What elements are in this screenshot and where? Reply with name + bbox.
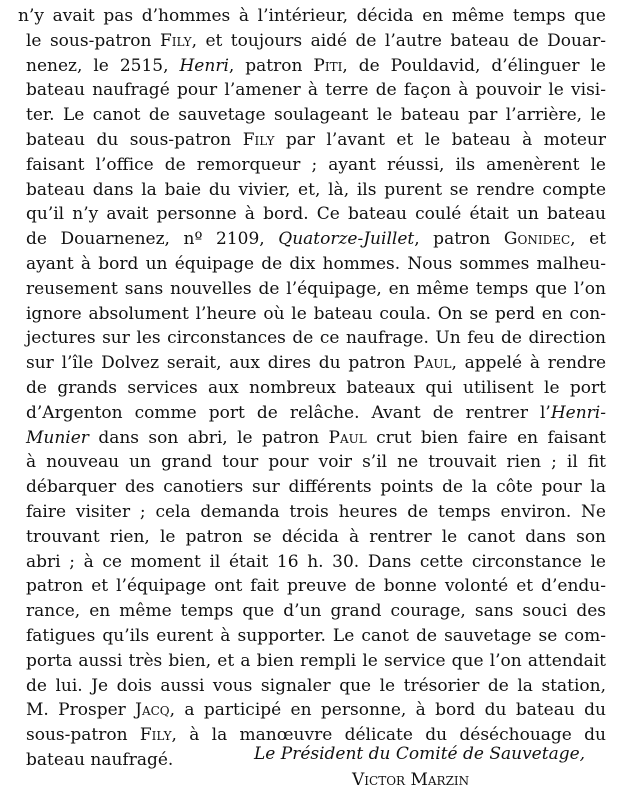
text-segment: n’y avait pas d’hommes à l’intérieur, décida en même temps que (18, 6, 606, 26)
text-line (26, 180, 606, 200)
text-line (26, 651, 606, 671)
text-segment: ignore absolument l’heure où le bateau coula. On se perd en con- (26, 303, 606, 324)
proper-name: Piti (313, 55, 343, 76)
proper-name: Paul (413, 353, 452, 374)
text-segment: , et (570, 229, 607, 250)
text-segment: de grands services aux nombreux bateaux qui utilisent le port (26, 378, 606, 398)
text-segment: ter. Le canot de sauvetage soulageant le bateau par l’arrière, le (26, 105, 606, 126)
text-segment: abri ; à ce moment il était 16 h. 30. Dans cette circonstance le (26, 551, 606, 572)
text-segment: sous-patron (26, 725, 140, 746)
text-segment: bateau du sous-patron (26, 130, 243, 150)
text-line (26, 229, 606, 249)
proper-name: Paul (328, 427, 367, 448)
text-segment: , patron (414, 229, 504, 250)
text-line (26, 477, 606, 497)
text-segment: nenez, le 2515, (26, 55, 180, 76)
text-segment: bateau naufragé. (26, 750, 174, 770)
text-line (18, 6, 606, 26)
text-line (26, 626, 606, 646)
text-segment: débarquer des canotiers sur différents points de la côte pour la (26, 477, 606, 498)
proper-name: Fily (139, 725, 172, 746)
signature-title: Le Président du Comité de Sauvetage, (254, 744, 586, 764)
text-segment: , de Pouldavid, d’élinguer le (342, 55, 606, 76)
text-line (26, 552, 606, 572)
proper-name: Fily (159, 30, 192, 51)
text-segment: rance, en même temps que d’un grand courage, sans souci des (26, 601, 606, 622)
text-line (26, 353, 606, 373)
text-line (26, 304, 606, 324)
text-line (26, 130, 606, 150)
text-segment: , à la manœuvre délicate du déséchouage du (171, 725, 606, 746)
text-segment: , appelé à rendre (451, 353, 607, 374)
text-segment: patron et l’équipage ont fait preuve de bonne volonté et d’endu- (26, 576, 606, 597)
text-segment: reusement sans nouvelles de l’équipage, en même temps que l’on (26, 278, 606, 299)
text-segment: qu’il n’y avait personne à bord. Ce bateau coulé était un bateau (26, 204, 606, 225)
text-segment: dans son abri, le patron (88, 427, 329, 448)
text-segment: crut bien faire en faisant (366, 427, 606, 448)
text-line (26, 700, 606, 720)
text-line (26, 80, 606, 100)
text-segment: fatigues qu’ils eurent à supporter. Le canot de sauvetage se com- (26, 626, 606, 646)
proper-name: Jacq (135, 700, 170, 721)
text-line (26, 204, 606, 224)
italic-text: Quatorze-Juillet (278, 229, 415, 250)
text-segment: faire visiter ; cela demanda trois heures de temps environ. Ne (26, 502, 606, 522)
text-line (26, 378, 606, 398)
text-segment: M. Prosper (26, 700, 136, 721)
text-line (26, 279, 606, 299)
italic-text: Henri- (550, 402, 606, 423)
text-line (26, 527, 606, 547)
text-line (26, 403, 606, 423)
text-segment: , patron (228, 55, 314, 76)
text-line (26, 502, 606, 522)
proper-name: Fily (242, 130, 275, 150)
text-line (26, 31, 606, 51)
text-segment: de lui. Je dois aussi vous signaler que le trésorier de la station, (26, 675, 606, 696)
text-segment: à nouveau un grand tour pour voir s’il ne trouvait rien ; il fit (26, 452, 606, 473)
text-segment: , et toujours aidé de l’autre bateau de Douar- (191, 30, 606, 51)
text-line (26, 601, 606, 621)
text-line (26, 56, 606, 76)
italic-text: Henri (179, 55, 229, 76)
text-segment: bateau naufragé pour l’amener à terre de façon à pouvoir le visi- (26, 80, 606, 101)
text-line (26, 105, 606, 125)
text-segment: sur l’île Dolvez serait, aux dires du patron (26, 353, 414, 374)
text-line (26, 676, 606, 696)
text-line (26, 452, 606, 472)
text-segment: faisant l’office de remorqueur ; ayant réussi, ils amenèrent le (26, 154, 606, 175)
text-line (26, 428, 606, 448)
signature-name: Victor Marzin (352, 770, 470, 790)
text-line (26, 328, 606, 348)
text-segment: trouvant rien, le patron se décida à rentrer le canot dans son (26, 526, 606, 547)
proper-name: Gonidec (503, 229, 571, 250)
text-segment: porta aussi très bien, et a bien rempli le service que l’on attendait (26, 650, 606, 671)
text-line (26, 576, 606, 596)
text-segment: jectures sur les circonstances de ce naufrage. Un feu de direction (26, 328, 606, 349)
text-segment: ayant à bord un équipage de dix hommes. Nous sommes malheu- (26, 254, 606, 274)
text-segment: , a participé en personne, à bord du bateau du (169, 700, 606, 721)
italic-text: Munier (26, 427, 89, 448)
text-segment: bateau dans la baie du vivier, et, là, ils purent se rendre compte (26, 179, 606, 200)
text-line (26, 155, 606, 175)
text-line (26, 254, 606, 274)
text-segment: par l’avant et le bateau à moteur (274, 130, 606, 150)
text-segment: de Douarnenez, nº 2109, (26, 229, 279, 250)
text-segment: le sous-patron (26, 30, 160, 51)
text-segment: d’Argenton comme port de relâche. Avant de rentrer l’ (26, 402, 551, 423)
text-line (26, 725, 606, 745)
